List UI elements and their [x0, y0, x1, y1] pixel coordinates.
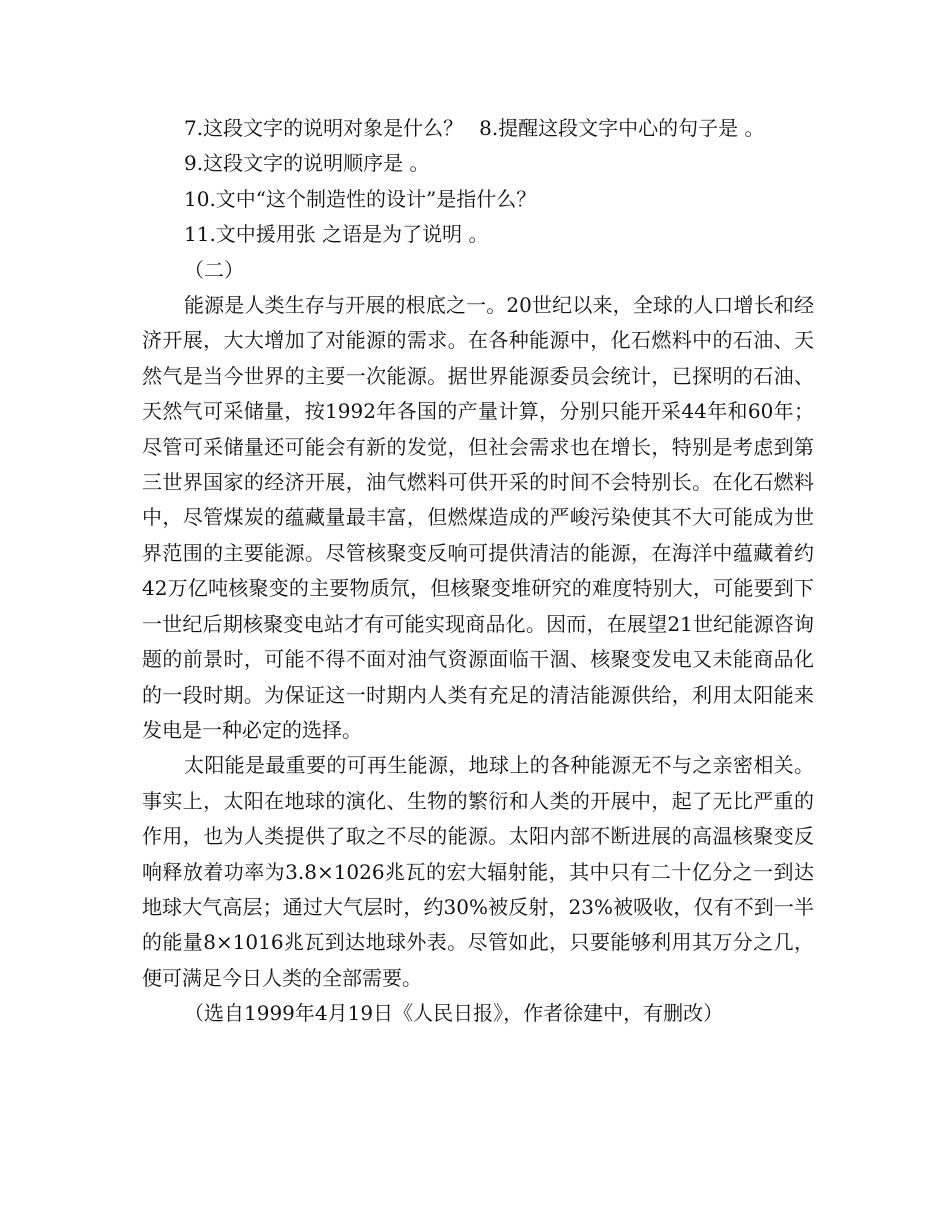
document-body	[142, 111, 814, 1032]
paragraph-2: 太阳能是最重要的可再生能源，地球上的各种能源无不与之亲密相关。事实上，太阳在地球的演化、生物的繁衍和人类的开展中，起了无比严重的作用，也为人类提供了取之不尽的能源。太阳内部不断进展的高温核聚变反响释放着功率为3.8×1026兆瓦的宏大辐射能，其中只有二十亿分之一到达地球大气高层；通过大气层时，约30%被反射，23%被吸收，仅有不到一半的能量8×1016兆瓦到达地球外表。尽管如此，只要能够利用其万分之几，便可满足今日人类的全部需要。	[142, 753, 814, 990]
question-11: 11.文中援用张 之语是为了说明 。	[184, 222, 489, 247]
question-7: 7.这段文字的说明对象是什么？	[184, 116, 464, 140]
section-label: （二）	[184, 257, 244, 282]
question-10: 10.文中“这个制造性的设计”是指什么？	[184, 186, 537, 211]
question-8: 8.提醒这段文字中心的句子是 。	[479, 116, 765, 140]
paragraph-1: 能源是人类生存与开展的根底之一。20世纪以来，全球的人口增长和经济开展，大大增加了对能源的需求。在各种能源中，化石燃料中的石油、天然气是当今世界的主要一次能源。据世界能源委员会统计，已探明的石油、天然气可采储量，按1992年各国的产量计算，分别只能开采44年和60年；尽管可采储量还可能会有新的发觉，但社会需求也在增长，特别是考虑到第三世界国家的经济开展，油气燃料可供开采的时间不会特别长。在化石燃料中，尽管煤炭的蕴藏量最丰富，但燃煤造成的严峻污染使其不大可能成为世界范围的主要能源。尽管核聚变反响可提供清洁的能源，在海洋中蕴藏着约42万亿吨核聚变的主要物质氘，但核聚变堆研究的难度特别大，可能要到下一世纪后期核聚变电站才有可能实现商品化。因而，在展望21世纪能源咨询题的前景时，可能不得不面对油气资源面临干涸、核聚变发电又未能商品化的一段时期。为保证这一时期内人类有充足的清洁能源供给，利用太阳能来发电是一种必定的选择。	[142, 293, 814, 742]
question-9: 9.这段文字的说明顺序是 。	[184, 151, 430, 176]
source-citation: （选自1999年4月19日《人民日报》，作者徐建中，有删改）	[184, 1001, 724, 1026]
question-line-7-8	[142, 111, 814, 146]
